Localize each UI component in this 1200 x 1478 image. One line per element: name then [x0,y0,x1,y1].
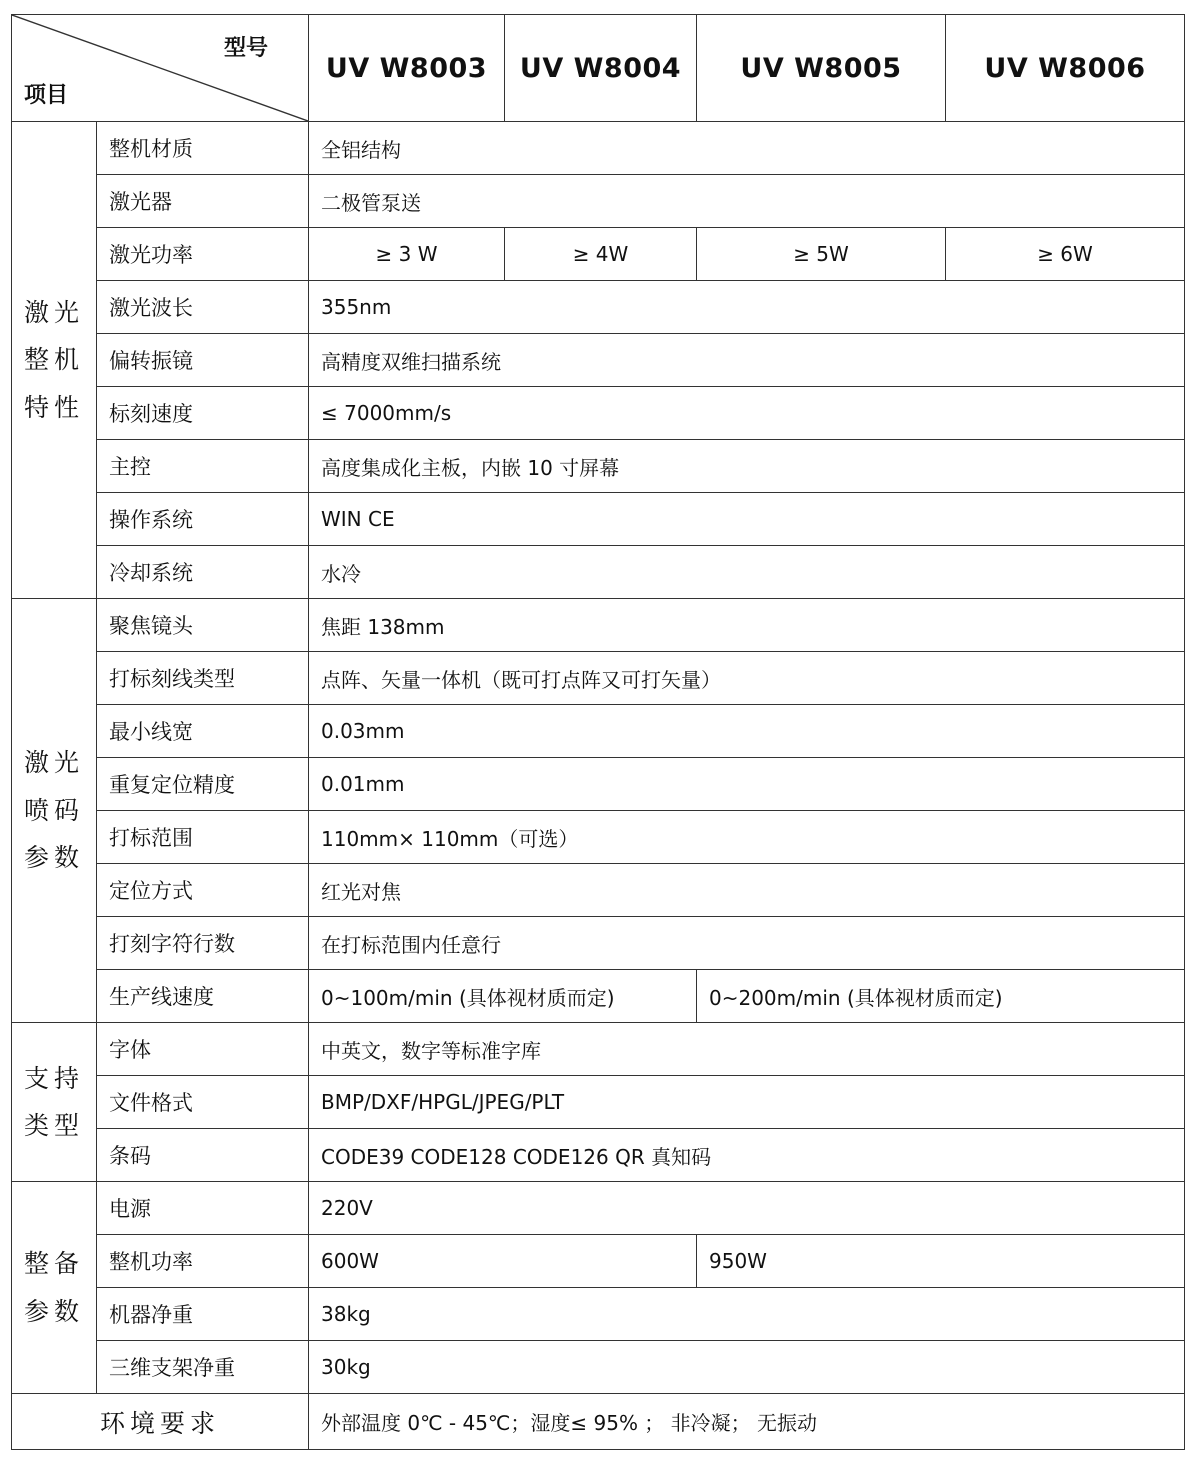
param-value: 38kg [309,1288,1185,1341]
table-row [12,1182,1185,1235]
param-value: 0.01mm [309,758,1185,811]
header-row [12,15,1185,122]
param-label: 文件格式 [97,1076,309,1129]
environment-row [12,1394,1185,1450]
param-label: 激光功率 [97,228,309,281]
section-title-support: 支持 类型 [12,1023,97,1182]
param-label: 整机功率 [97,1235,309,1288]
param-value: ≥ 3 W [309,228,505,281]
table-row [12,1023,1185,1076]
table-row [12,599,1185,652]
param-label: 条码 [97,1129,309,1182]
param-value: 30kg [309,1341,1185,1394]
table-row [12,1341,1185,1394]
param-value: 0~100m/min (具体视材质而定) [309,970,697,1023]
table-row [12,122,1185,175]
param-label: 最小线宽 [97,705,309,758]
environment-value: 外部温度 0℃ - 45℃；湿度≤ 95% ； 非冷凝； 无振动 [309,1394,1185,1450]
param-value: 600W [309,1235,697,1288]
param-value: 全铝结构 [309,122,1185,175]
param-value: 0~200m/min (具体视材质而定) [697,970,1185,1023]
table-row [12,281,1185,334]
param-value: ≥ 5W [697,228,946,281]
table-row [12,1076,1185,1129]
param-value: 0.03mm [309,705,1185,758]
param-label: 定位方式 [97,864,309,917]
item-label: 项目 [24,83,69,108]
param-label: 聚焦镜头 [97,599,309,652]
param-label: 冷却系统 [97,546,309,599]
param-value: ≤ 7000mm/s [309,387,1185,440]
table-row [12,705,1185,758]
table-row [12,970,1185,1023]
table-row [12,334,1185,387]
model-header: UV W8005 [697,15,946,122]
corner-header-cell [12,15,309,122]
table-row [12,440,1185,493]
param-label: 字体 [97,1023,309,1076]
param-value: 110mm× 110mm（可选） [309,811,1185,864]
section-title-laser-coding: 激光 喷码 参数 [12,599,97,1023]
table-row [12,917,1185,970]
param-label: 生产线速度 [97,970,309,1023]
param-label: 打刻字符行数 [97,917,309,970]
param-value: ≥ 4W [505,228,697,281]
param-value: 220V [309,1182,1185,1235]
param-value: 355nm [309,281,1185,334]
spec-table [11,14,1185,1450]
param-value: 中英文，数字等标准字库 [309,1023,1185,1076]
param-value: 高度集成化主板，内嵌 10 寸屏幕 [309,440,1185,493]
table-row [12,493,1185,546]
param-value: 950W [697,1235,1185,1288]
param-label: 激光波长 [97,281,309,334]
table-row [12,546,1185,599]
param-value: 红光对焦 [309,864,1185,917]
param-label: 机器净重 [97,1288,309,1341]
table-row [12,652,1185,705]
table-row [12,387,1185,440]
param-label: 整机材质 [97,122,309,175]
table-row [12,1288,1185,1341]
model-header: UV W8006 [946,15,1185,122]
param-value: 水冷 [309,546,1185,599]
param-label: 打标刻线类型 [97,652,309,705]
table-row [12,228,1185,281]
param-label: 重复定位精度 [97,758,309,811]
param-value: BMP/DXF/HPGL/JPEG/PLT [309,1076,1185,1129]
param-label: 电源 [97,1182,309,1235]
param-value: 在打标范围内任意行 [309,917,1185,970]
table-row [12,175,1185,228]
param-value: 高精度双维扫描系统 [309,334,1185,387]
param-value: 焦距 138mm [309,599,1185,652]
param-value: ≥ 6W [946,228,1185,281]
param-value: 二极管泵送 [309,175,1185,228]
param-value: WIN CE [309,493,1185,546]
param-label: 打标范围 [97,811,309,864]
param-label: 标刻速度 [97,387,309,440]
environment-label: 环境要求 [12,1394,309,1450]
param-label: 三维支架净重 [97,1341,309,1394]
model-header: UV W8003 [309,15,505,122]
param-value: CODE39 CODE128 CODE126 QR 真知码 [309,1129,1185,1182]
section-title-laser-machine: 激光 整机 特性 [12,122,97,599]
section-title-equipment: 整备 参数 [12,1182,97,1394]
param-label: 操作系统 [97,493,309,546]
table-row [12,811,1185,864]
model-label: 型号 [223,36,268,61]
table-row [12,864,1185,917]
table-row [12,1235,1185,1288]
param-label: 激光器 [97,175,309,228]
param-label: 主控 [97,440,309,493]
param-value: 点阵、矢量一体机（既可打点阵又可打矢量） [309,652,1185,705]
table-row [12,758,1185,811]
param-label: 偏转振镜 [97,334,309,387]
table-row [12,1129,1185,1182]
model-header: UV W8004 [505,15,697,122]
